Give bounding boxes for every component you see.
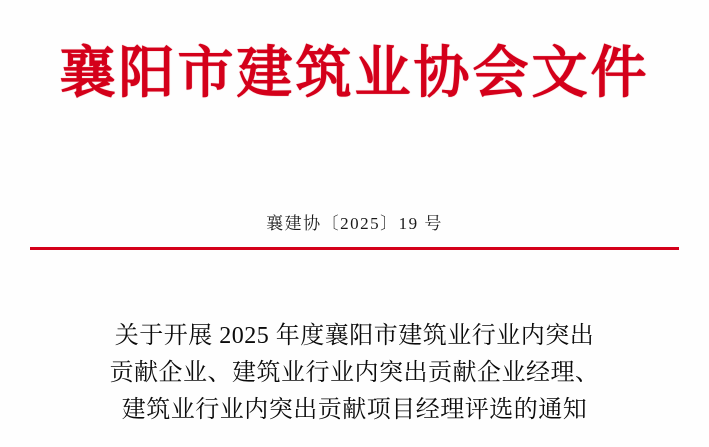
masthead	[0, 42, 709, 106]
title-line-2: 贡献企业、建筑业行业内突出贡献企业经理、	[109, 360, 600, 387]
document-title	[56, 318, 653, 430]
organization-title: 襄阳市建筑业协会文件	[59, 43, 650, 105]
document-number: 襄建协〔2025〕19 号	[266, 214, 443, 233]
title-line-3: 建筑业行业内突出贡献项目经理评选的通知	[121, 397, 588, 424]
red-divider-rule	[30, 247, 679, 250]
title-line-1: 关于开展 2025 年度襄阳市建筑业行业内突出	[114, 323, 595, 349]
